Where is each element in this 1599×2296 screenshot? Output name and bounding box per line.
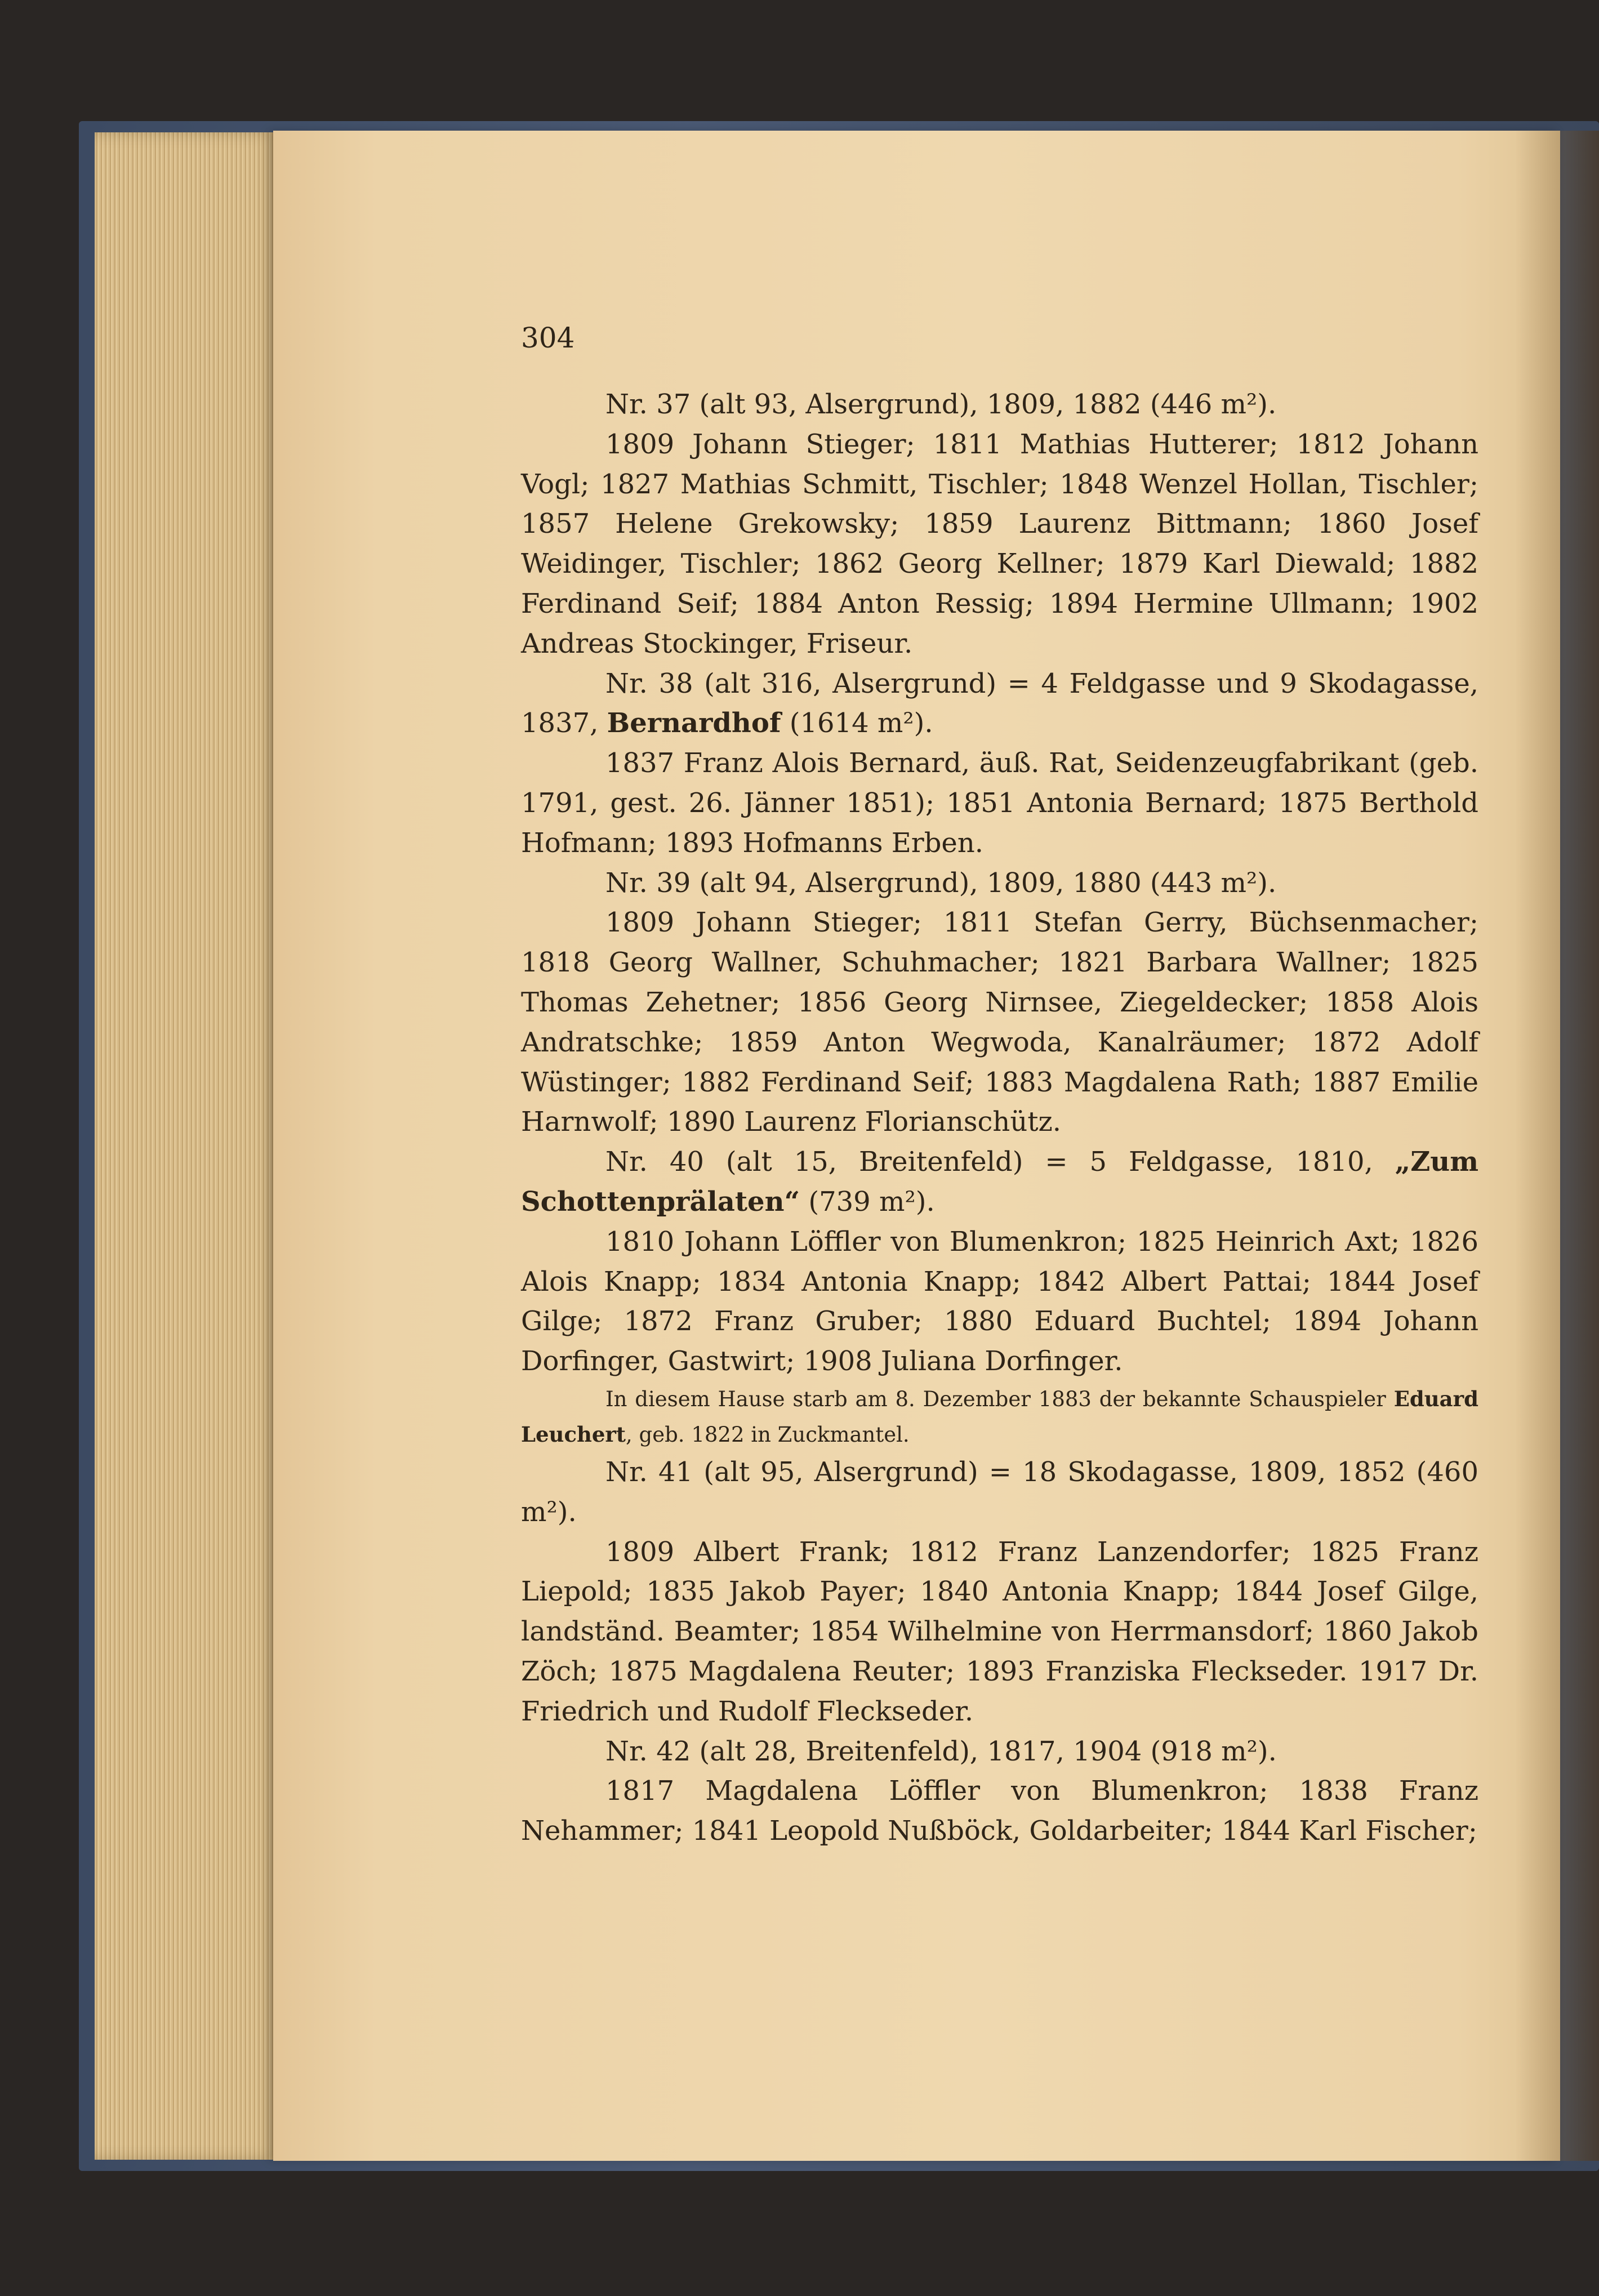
note-text: , geb. 1822 in Zuckmantel.	[626, 1422, 910, 1447]
gutter-shadow	[1515, 131, 1599, 2161]
entry-heading	[521, 664, 1478, 744]
owner-list: 1809 Albert Frank; 1812 Franz Lanzendorfer; 1825 Franz Liepold; 1835 Jakob Payer; 1840 Antonia Knapp; 1844 Josef Gilge, landständ. Beamter; 1854 Wilhelmine von Herrmansdorf; 1860 Jakob Zöch; 1875 Magdalena Reuter; 1893 Franziska Fleckseder. 1917 Dr. Friedrich und Rudolf Fleckseder.	[521, 1536, 1478, 1727]
page-edges	[95, 132, 280, 2160]
page-number: 304	[521, 322, 575, 354]
entry-text: (1614 m²).	[781, 707, 933, 739]
owner-list: 1817 Magdalena Löffler von Blumenkron; 1838 Franz Nehammer; 1841 Leopold Nußböck, Goldarbeiter; 1844 Karl Fischer;	[521, 1775, 1478, 1847]
entry-text: Nr. 40 (alt 15, Breitenfeld) = 5 Feldgasse, 1810,	[605, 1146, 1395, 1178]
owner-list: 1809 Johann Stieger; 1811 Stefan Gerry, Büchsenmacher; 1818 Georg Wallner, Schuhmacher; 1821 Barbara Wallner; 1825 Thomas Zehetner; 1856 Georg Nirnsee, Ziegeldecker; 1858 Alois Andratschke; 1859 Anton Wegwoda, Kanalräumer; 1872 Adolf Wüstinger; 1882 Ferdinand Seif; 1883 Magdalena Rath; 1887 Emilie Harnwolf; 1890 Laurenz Florianschütz.	[521, 907, 1478, 1138]
footnote	[521, 1381, 1478, 1452]
entry-heading: Nr. 39 (alt 94, Alsergrund), 1809, 1880 (443 m²).	[605, 867, 1277, 899]
entry-heading: Nr. 41 (alt 95, Alsergrund) = 18 Skodagasse, 1809, 1852 (460 m²).	[521, 1456, 1478, 1528]
entry-text: Nr. 38 (alt 316, Alsergrund) = 4 Feldgasse und 9 Skodagasse, 1837,	[521, 667, 1478, 739]
text-block	[521, 318, 1478, 1851]
owner-list: 1809 Johann Stieger; 1811 Mathias Hutterer; 1812 Johann Vogl; 1827 Mathias Schmitt, Tischler; 1848 Wenzel Hollan, Tischler; 1857 Helene Grekowsky; 1859 Laurenz Bittmann; 1860 Josef Weidinger, Tischler; 1862 Georg Kellner; 1879 Karl Diewald; 1882 Ferdinand Seif; 1884 Anton Ressig; 1894 Hermine Ullmann; 1902 Andreas Stockinger, Friseur.	[521, 428, 1478, 659]
house-name: „Zum Schottenprälaten“	[521, 1146, 1478, 1218]
entry-heading: Nr. 37 (alt 93, Alsergrund), 1809, 1882 (446 m²).	[605, 389, 1277, 420]
entry-text: (739 m²).	[800, 1185, 935, 1218]
entry-heading	[521, 1142, 1478, 1222]
entry-heading: Nr. 42 (alt 28, Breitenfeld), 1817, 1904 (918 m²).	[605, 1735, 1277, 1767]
person-name: Eduard Leuchert	[521, 1386, 1478, 1447]
note-text: In diesem Hause starb am 8. Dezember 1883 der bekannte Schauspieler	[605, 1386, 1394, 1411]
owner-list: 1837 Franz Alois Bernard, äuß. Rat, Seidenzeugfabrikant (geb. 1791, gest. 26. Jänner 1851); 1851 Antonia Bernard; 1875 Berthold Hofmann; 1893 Hofmanns Erben.	[521, 747, 1478, 859]
house-name: Bernardhof	[607, 707, 781, 739]
owner-list: 1810 Johann Löffler von Blumenkron; 1825 Heinrich Axt; 1826 Alois Knapp; 1834 Antonia Knapp; 1842 Albert Pattai; 1844 Josef Gilge; 1872 Franz Gruber; 1880 Eduard Buchtel; 1894 Johann Dorfinger, Gastwirt; 1908 Juliana Dorfinger.	[521, 1225, 1478, 1377]
